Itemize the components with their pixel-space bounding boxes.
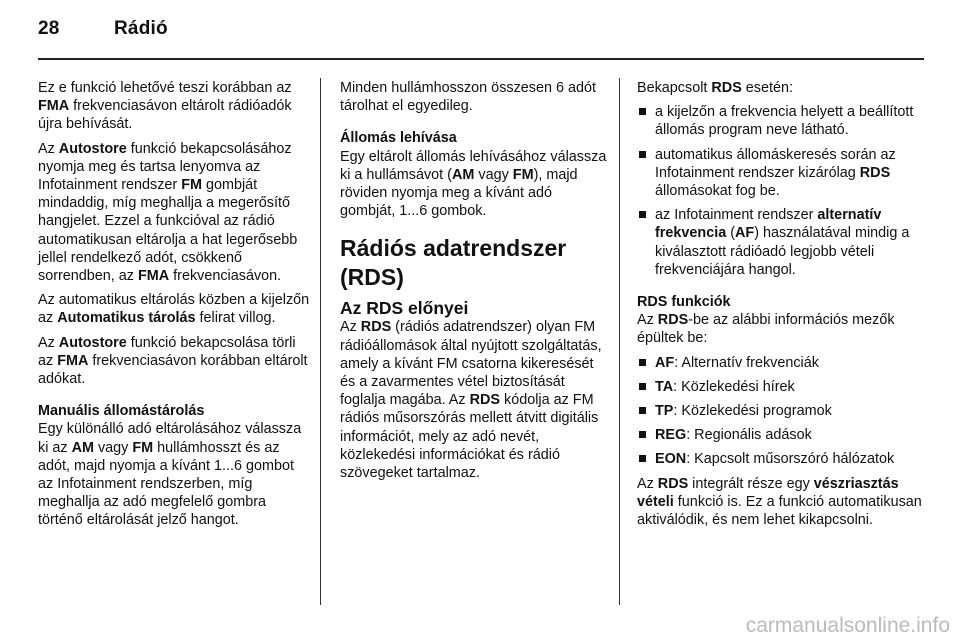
list-item: a kijelzőn a frekvencia helyett a beállított állomás program neve látható. <box>637 103 927 139</box>
list-item: TA: Közlekedési hírek <box>637 378 927 396</box>
section-heading-rds: Rádiós adatrendszer (RDS) <box>340 235 567 291</box>
bullet-square-icon <box>639 108 646 115</box>
subheading-manual-storage: Manuális állomástárolás <box>38 403 205 420</box>
bullet-square-icon <box>639 407 646 414</box>
paragraph: Az RDS integrált része egy vészriasztás vételi funkció is. Ez a funkció automatikusan aktiválódik, és nem lehet kikapcsolni. <box>637 475 922 529</box>
bullet-square-icon <box>639 211 646 218</box>
list-item: EON: Kapcsolt műsorszóró hálózatok <box>637 450 927 468</box>
watermark: carmanualsonline.info <box>745 614 950 637</box>
bullet-square-icon <box>639 151 646 158</box>
column-3 <box>637 79 927 535</box>
page-title: Rádió <box>114 18 168 39</box>
paragraph: Az Autostore funkció bekapcsolásához nyomja meg és tartsa lenyomva az Infotainment rendszer FM gombját mindaddig, míg meghallja a megerősítő hangjelet. Ezzel a funkcióval az rádió automatikusan eltárolja a hat legerősebb jellel rendelkező adót, csökkenő sorrendben, az FMA frekvenciasávon. <box>38 140 298 285</box>
column-2 <box>340 79 608 488</box>
paragraph: Egy különálló adó eltárolásához válassza ki az AM vagy FM hullámhosszt és az adót, majd nyomja a kívánt 1...6 gombot az Infotainment rendszerben, míg meghallja az adó megfelelő gombra történő eltárolását jelző hangot. <box>38 421 302 529</box>
list-item: az Infotainment rendszer alternatív frekvencia (AF) használatával mindig a kiválasztott rádióadó legjobb vételi frekvenciájára hangol. <box>637 206 927 279</box>
paragraph: Minden hullámhosszon összesen 6 adót tárolhat el egyedileg. <box>340 80 596 115</box>
paragraph: Az automatikus eltárolás közben a kijelzőn az Automatikus tárolás felirat villog. <box>38 292 310 327</box>
list-item: automatikus állomáskeresés során az Infotainment rendszer kizárólag RDS állomásokat fog be. <box>637 146 927 201</box>
subsection-heading-rds-benefits: Az RDS előnyei <box>340 298 469 319</box>
column-divider-1 <box>320 78 321 605</box>
paragraph: Bekapcsolt RDS esetén: <box>637 80 794 96</box>
page-number: 28 <box>38 18 60 39</box>
subheading-rds-functions: RDS funkciók <box>637 294 731 311</box>
bullet-square-icon <box>639 431 646 438</box>
bullet-square-icon <box>639 383 646 390</box>
bullet-square-icon <box>639 359 646 366</box>
header-rule <box>38 58 924 60</box>
paragraph: Az Autostore funkció bekapcsolása törli az FMA frekvenciasávon korábban eltárolt adókat. <box>38 334 308 388</box>
list-item: REG: Regionális adások <box>637 426 927 444</box>
column-1 <box>38 79 310 536</box>
page-header <box>38 18 168 40</box>
bullet-square-icon <box>639 455 646 462</box>
list-item: AF: Alternatív frekvenciák <box>637 354 927 372</box>
paragraph: Az RDS-be az alábbi információs mezők épültek be: <box>637 312 895 347</box>
list-item: TP: Közlekedési programok <box>637 402 927 420</box>
paragraph: Egy eltárolt állomás lehívásához válassza ki a hullámsávot (AM vagy FM), majd röviden nyomja meg a kívánt adó gombját, 1...6 gombok. <box>340 148 607 220</box>
column-divider-2 <box>619 78 620 605</box>
paragraph: Ez e funkció lehetővé teszi korábban az FMA frekvenciasávon eltárolt rádióadók újra behívását. <box>38 80 292 133</box>
paragraph: Az RDS (rádiós adatrendszer) olyan FM rádióállomások által nyújtott szolgáltatás, amely a kívánt FM csatorna kikeresését és a zavarmentes vétel biztosítását foglalja magába. Az RDS kódolja az FM rádiós műsorszórás mellett átvitt digitális információt, mely az adó nevét, közlekedési információkat és rádió szövegeket tartalmaz. <box>340 319 602 482</box>
subheading-station-recall: Állomás lehívása <box>340 130 457 147</box>
